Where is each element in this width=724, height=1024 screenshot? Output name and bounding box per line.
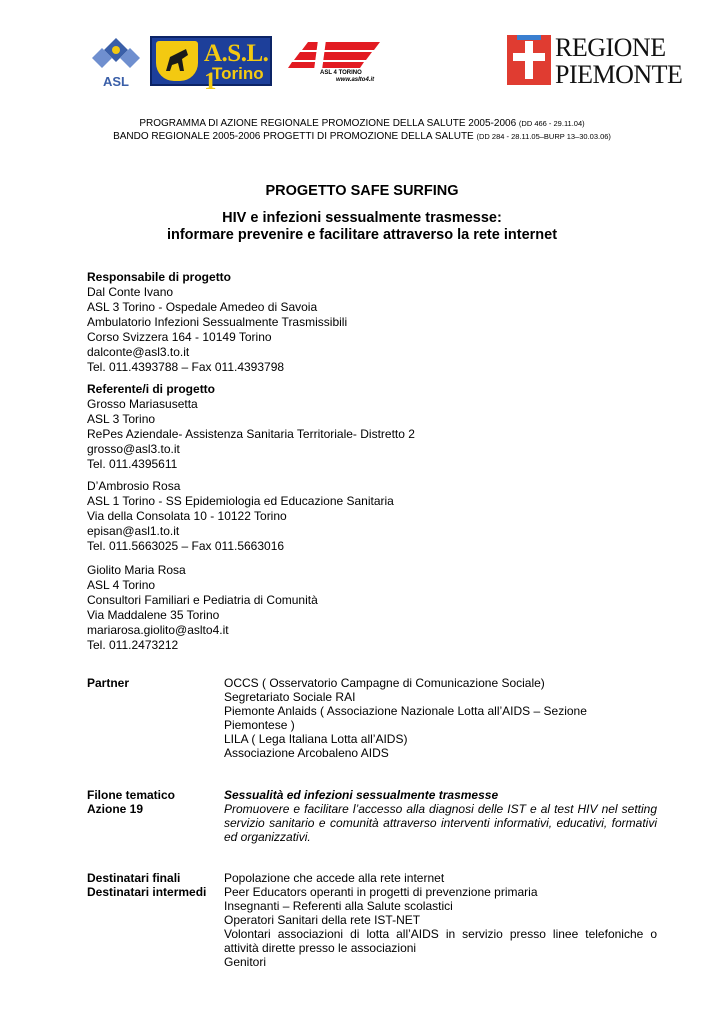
asl4-torino-logo xyxy=(288,40,388,86)
asl-logo xyxy=(88,36,144,90)
filone-labels xyxy=(87,788,223,816)
asl4-logo-url: www.aslto4.it xyxy=(336,77,375,83)
asl-logo-text: ASL xyxy=(103,74,129,89)
regione-piemonte-logo xyxy=(505,33,683,91)
project-subtitle-2: informare prevenire e facilitare attraverso la rete internet xyxy=(166,227,558,243)
referenti-section xyxy=(87,382,415,472)
destinatari-item: Peer Educators operanti in progetti di prevenzione primaria xyxy=(224,885,538,899)
regione-title: REGIONE xyxy=(555,33,666,62)
destinatari-intermedi-label: Destinatari intermedi xyxy=(87,885,207,899)
azione-description: Promuovere e facilitare l’accesso alla diagnosi delle IST e al test HIV nel setting servizio sanitario e comunità attraverso interventi informativi, educativi, formativi ed organizzativi. xyxy=(224,802,657,844)
filone-value: Sessualità ed infezioni sessualmente trasmesse xyxy=(224,788,499,802)
referente-phone: Tel. 011.5663025 – Fax 011.5663016 xyxy=(87,539,285,553)
partner-item: OCCS ( Osservatorio Campagne di Comunicazione Sociale) xyxy=(224,676,545,690)
referente-line: Via Maddalene 35 Torino xyxy=(87,608,220,622)
referente-line: ASL 4 Torino xyxy=(87,578,156,592)
referente-email: episan@asl1.to.it xyxy=(87,524,180,538)
destinatari-labels xyxy=(87,871,223,899)
bando-line: BANDO REGIONALE 2005-2006 PROGETTI DI PROMOZIONE DELLA SALUTE (DD 284 - 28.11.05–BURP 13–30.03.06) xyxy=(113,131,611,142)
bull-shield-icon xyxy=(156,41,198,81)
responsabile-section xyxy=(87,270,347,375)
referente-line: D’Ambrosio Rosa xyxy=(87,479,181,493)
referente-line: RePes Aziendale- Assistenza Sanitaria Territoriale- Distretto 2 xyxy=(87,427,415,441)
program-line: PROGRAMMA DI AZIONE REGIONALE PROMOZIONE DELLA SALUTE 2005-2006 (DD 466 - 29.11.04) xyxy=(139,118,585,129)
red-cross-icon xyxy=(288,40,388,70)
destinatari-item: Insegnanti – Referenti alla Salute scolastici xyxy=(224,899,453,913)
destinatari-item: Genitori xyxy=(224,955,267,969)
referente-phone: Tel. 011.4395611 xyxy=(87,457,178,471)
referente-email: mariarosa.giolito@aslto4.it xyxy=(87,623,229,637)
project-subtitle-1: HIV e infezioni sessualmente trasmesse: xyxy=(222,210,502,226)
referente-line: Consultori Familiari e Pediatria di Comunità xyxy=(87,593,318,607)
asl1-logo-subtitle: Torino xyxy=(212,64,264,83)
regione-emblem-icon xyxy=(507,35,551,85)
responsabile-phone: Tel. 011.4393788 – Fax 011.4393798 xyxy=(87,360,285,374)
referente-email: grosso@asl3.to.it xyxy=(87,442,180,456)
destinatari-finali-label: Destinatari finali xyxy=(87,871,181,885)
destinatari-list xyxy=(224,871,657,969)
asl4-logo-title: ASL 4 TORINO xyxy=(320,70,362,76)
referente-phone: Tel. 011.2473212 xyxy=(87,638,179,652)
filone-values xyxy=(224,788,657,844)
responsabile-heading: Responsabile di progetto xyxy=(87,270,232,284)
referente-3 xyxy=(87,563,318,653)
partner-item: LILA ( Lega Italiana Lotta all’AIDS) xyxy=(224,732,408,746)
destinatari-item: Popolazione che accede alla rete internet xyxy=(224,871,445,885)
responsabile-email: dalconte@asl3.to.it xyxy=(87,345,190,359)
responsabile-line: Ambulatorio Infezioni Sessualmente Trasmissibili xyxy=(87,315,348,329)
azione-label: Azione 19 xyxy=(87,802,144,816)
referente-line: ASL 1 Torino - SS Epidemiologia ed Educazione Sanitaria xyxy=(87,494,394,508)
responsabile-line: Corso Svizzera 164 - 10149 Torino xyxy=(87,330,272,344)
responsabile-line: Dal Conte Ivano xyxy=(87,285,174,299)
partner-item: Associazione Arcobaleno AIDS xyxy=(224,746,389,760)
referenti-heading: Referente/i di progetto xyxy=(87,382,216,396)
partner-label: Partner xyxy=(87,676,130,690)
project-title: PROGETTO SAFE SURFING xyxy=(265,183,459,199)
partner-item: Piemonte Anlaids ( Associazione Nazionale Lotta all’AIDS – Sezione xyxy=(224,704,587,718)
referente-line: Grosso Mariasusetta xyxy=(87,397,198,411)
referente-2 xyxy=(87,479,394,554)
regione-subtitle: PIEMONTE xyxy=(555,60,683,89)
destinatari-item: Volontari associazioni di lotta all’AIDS in servizio presso linee telefoniche o attività dirette presso le associazioni xyxy=(224,927,657,955)
asl1-torino-logo xyxy=(150,36,272,95)
asl1-logo-title: A.S.L. 1 xyxy=(204,40,269,95)
partner-list xyxy=(224,676,657,760)
referente-line: Via della Consolata 10 - 10122 Torino xyxy=(87,509,287,523)
partner-item: Piemontese ) xyxy=(224,718,295,732)
partner-item: Segretariato Sociale RAI xyxy=(224,690,356,704)
referente-line: Giolito Maria Rosa xyxy=(87,563,186,577)
asl-emblem-icon xyxy=(88,36,144,76)
filone-label: Filone tematico xyxy=(87,788,176,802)
responsabile-line: ASL 3 Torino - Ospedale Amedeo di Savoia xyxy=(87,300,318,314)
referente-line: ASL 3 Torino xyxy=(87,412,156,426)
destinatari-item: Operatori Sanitari della rete IST-NET xyxy=(224,913,421,927)
logo-bar xyxy=(0,28,724,95)
